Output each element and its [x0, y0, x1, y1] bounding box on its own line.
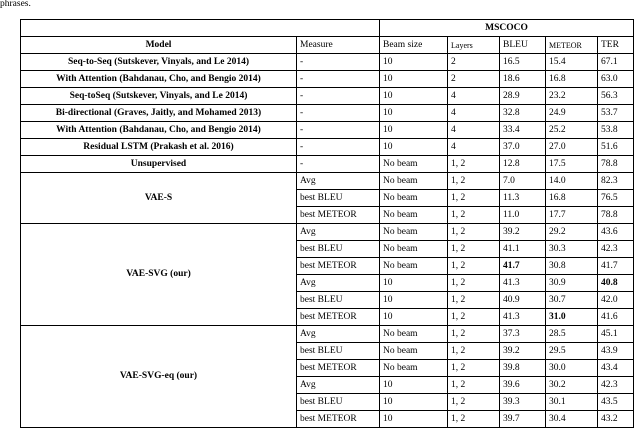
col-header-beam: Beam size [380, 37, 448, 54]
measure-cell: best BLEU [297, 343, 380, 360]
unsupervised-rows [21, 156, 634, 173]
measure-cell: best METEOR [297, 360, 380, 377]
table-row [21, 54, 634, 71]
layers-cell: 1, 2 [448, 343, 500, 360]
measure-cell: best BLEU [297, 394, 380, 411]
beam-cell: 10 [380, 139, 448, 156]
meteor-cell: 30.8 [546, 258, 598, 275]
model-cell: Residual LSTM (Prakash et al. 2016) [21, 139, 297, 156]
beam-cell: No beam [380, 241, 448, 258]
ter-cell: 53.8 [598, 122, 634, 139]
beam-cell: No beam [380, 326, 448, 343]
caption-fragment: phrases. [0, 0, 31, 9]
measure-cell: Avg [297, 377, 380, 394]
col-header-layers: Layers [448, 37, 500, 54]
vae-svg-rows [21, 224, 634, 326]
beam-cell: No beam [380, 360, 448, 377]
beam-cell: No beam [380, 343, 448, 360]
layers-cell: 1, 2 [448, 258, 500, 275]
measure-cell: best BLEU [297, 190, 380, 207]
beam-cell: No beam [380, 190, 448, 207]
measure-cell: best METEOR [297, 207, 380, 224]
bleu-cell: 41.3 [500, 275, 546, 292]
col-header-meteor: METEOR [546, 37, 598, 54]
measure-cell: best BLEU [297, 292, 380, 309]
ter-cell: 67.1 [598, 54, 634, 71]
beam-cell: 10 [380, 292, 448, 309]
beam-cell: No beam [380, 156, 448, 173]
layers-cell: 1, 2 [448, 360, 500, 377]
results-table [20, 19, 634, 428]
beam-cell: 10 [380, 394, 448, 411]
col-header-model: Model [21, 37, 297, 54]
vae-svg-eq-rows [21, 326, 634, 428]
ter-cell: 56.3 [598, 88, 634, 105]
model-cell: Seq-to-Seq (Sutskever, Vinyals, and Le 2014) [21, 54, 297, 71]
meteor-cell: 16.8 [546, 190, 598, 207]
meteor-cell: 29.5 [546, 343, 598, 360]
table-row [21, 326, 634, 343]
bleu-cell: 12.8 [500, 156, 546, 173]
meteor-cell: 30.2 [546, 377, 598, 394]
model-cell: Seq-toSeq (Sutskever, Vinyals, and Le 2014) [21, 88, 297, 105]
beam-cell: 10 [380, 275, 448, 292]
measure-cell: - [297, 105, 380, 122]
beam-cell: 10 [380, 377, 448, 394]
table-row [21, 122, 634, 139]
table-row [21, 156, 634, 173]
dataset-header: MSCOCO [380, 20, 634, 37]
meteor-cell: 30.3 [546, 241, 598, 258]
measure-cell: best METEOR [297, 258, 380, 275]
ter-cell: 42.3 [598, 241, 634, 258]
beam-cell: 10 [380, 105, 448, 122]
layers-cell: 1, 2 [448, 173, 500, 190]
table-row [21, 139, 634, 156]
bleu-cell: 33.4 [500, 122, 546, 139]
layers-cell: 1, 2 [448, 326, 500, 343]
meteor-cell: 30.7 [546, 292, 598, 309]
meteor-cell: 27.0 [546, 139, 598, 156]
ter-cell: 78.8 [598, 156, 634, 173]
layers-cell: 4 [448, 88, 500, 105]
ter-cell: 43.5 [598, 394, 634, 411]
ter-cell: 43.2 [598, 411, 634, 428]
meteor-cell: 23.2 [546, 88, 598, 105]
table-row [21, 224, 634, 241]
ter-cell: 53.7 [598, 105, 634, 122]
beam-cell: 10 [380, 411, 448, 428]
dataset-header-row [21, 20, 634, 37]
beam-cell: No beam [380, 207, 448, 224]
bleu-cell: 18.6 [500, 71, 546, 88]
ter-cell: 43.4 [598, 360, 634, 377]
group-model-cell: VAE-SVG-eq (our) [21, 326, 297, 428]
ter-cell: 43.6 [598, 224, 634, 241]
col-header-ter: TER [598, 37, 634, 54]
ter-cell: 78.8 [598, 207, 634, 224]
bleu-cell: 41.3 [500, 309, 546, 326]
bleu-cell: 39.2 [500, 224, 546, 241]
table-row [21, 88, 634, 105]
bleu-cell: 40.9 [500, 292, 546, 309]
measure-cell: best METEOR [297, 309, 380, 326]
bleu-cell: 11.0 [500, 207, 546, 224]
model-cell: Unsupervised [21, 156, 297, 173]
bleu-cell: 41.1 [500, 241, 546, 258]
bleu-cell: 7.0 [500, 173, 546, 190]
beam-cell: 10 [380, 122, 448, 139]
ter-cell: 41.7 [598, 258, 634, 275]
beam-cell: 10 [380, 54, 448, 71]
layers-cell: 1, 2 [448, 241, 500, 258]
group-model-cell: VAE-SVG (our) [21, 224, 297, 326]
measure-cell: Avg [297, 275, 380, 292]
measure-cell: - [297, 122, 380, 139]
layers-cell: 2 [448, 54, 500, 71]
ter-cell: 63.0 [598, 71, 634, 88]
layers-cell: 4 [448, 139, 500, 156]
layers-cell: 2 [448, 71, 500, 88]
measure-cell: Avg [297, 224, 380, 241]
beam-cell: 10 [380, 71, 448, 88]
meteor-cell: 31.0 [546, 309, 598, 326]
beam-cell: No beam [380, 258, 448, 275]
bleu-cell: 11.3 [500, 190, 546, 207]
measure-cell: - [297, 139, 380, 156]
meteor-cell: 30.9 [546, 275, 598, 292]
meteor-cell: 24.9 [546, 105, 598, 122]
ter-cell: 51.6 [598, 139, 634, 156]
bleu-cell: 39.8 [500, 360, 546, 377]
beam-cell: No beam [380, 224, 448, 241]
ter-cell: 45.1 [598, 326, 634, 343]
empty-corner [21, 20, 380, 37]
layers-cell: 1, 2 [448, 309, 500, 326]
layers-cell: 4 [448, 122, 500, 139]
col-header-measure: Measure [297, 37, 380, 54]
baseline-rows [21, 54, 634, 156]
measure-cell: Avg [297, 326, 380, 343]
measure-cell: - [297, 88, 380, 105]
measure-cell: best METEOR [297, 411, 380, 428]
layers-cell: 1, 2 [448, 411, 500, 428]
beam-cell: No beam [380, 173, 448, 190]
ter-cell: 82.3 [598, 173, 634, 190]
layers-cell: 1, 2 [448, 156, 500, 173]
meteor-cell: 15.4 [546, 54, 598, 71]
meteor-cell: 28.5 [546, 326, 598, 343]
meteor-cell: 30.1 [546, 394, 598, 411]
meteor-cell: 30.4 [546, 411, 598, 428]
layers-cell: 1, 2 [448, 190, 500, 207]
meteor-cell: 17.5 [546, 156, 598, 173]
layers-cell: 1, 2 [448, 224, 500, 241]
layers-cell: 1, 2 [448, 394, 500, 411]
meteor-cell: 16.8 [546, 71, 598, 88]
bleu-cell: 37.3 [500, 326, 546, 343]
beam-cell: 10 [380, 88, 448, 105]
column-header-row [21, 37, 634, 54]
beam-cell: 10 [380, 309, 448, 326]
layers-cell: 1, 2 [448, 292, 500, 309]
ter-cell: 43.9 [598, 343, 634, 360]
meteor-cell: 17.7 [546, 207, 598, 224]
meteor-cell: 30.0 [546, 360, 598, 377]
table-row [21, 173, 634, 190]
meteor-cell: 14.0 [546, 173, 598, 190]
layers-cell: 1, 2 [448, 207, 500, 224]
meteor-cell: 25.2 [546, 122, 598, 139]
ter-cell: 40.8 [598, 275, 634, 292]
bleu-cell: 39.6 [500, 377, 546, 394]
bleu-cell: 37.0 [500, 139, 546, 156]
bleu-cell: 28.9 [500, 88, 546, 105]
model-cell: With Attention (Bahdanau, Cho, and Bengio 2014) [21, 122, 297, 139]
bleu-cell: 39.2 [500, 343, 546, 360]
group-model-cell: VAE-S [21, 173, 297, 224]
measure-cell: best BLEU [297, 241, 380, 258]
layers-cell: 1, 2 [448, 377, 500, 394]
ter-cell: 41.6 [598, 309, 634, 326]
meteor-cell: 29.2 [546, 224, 598, 241]
measure-cell: Avg [297, 173, 380, 190]
measure-cell: - [297, 156, 380, 173]
layers-cell: 4 [448, 105, 500, 122]
ter-cell: 76.5 [598, 190, 634, 207]
layers-cell: 1, 2 [448, 275, 500, 292]
table-row [21, 71, 634, 88]
measure-cell: - [297, 54, 380, 71]
bleu-cell: 32.8 [500, 105, 546, 122]
model-cell: With Attention (Bahdanau, Cho, and Bengio 2014) [21, 71, 297, 88]
bleu-cell: 41.7 [500, 258, 546, 275]
measure-cell: - [297, 71, 380, 88]
bleu-cell: 39.7 [500, 411, 546, 428]
bleu-cell: 39.3 [500, 394, 546, 411]
col-header-bleu: BLEU [500, 37, 546, 54]
bleu-cell: 16.5 [500, 54, 546, 71]
model-cell: Bi-directional (Graves, Jaitly, and Mohamed 2013) [21, 105, 297, 122]
table-row [21, 105, 634, 122]
ter-cell: 42.0 [598, 292, 634, 309]
ter-cell: 42.3 [598, 377, 634, 394]
vae-s-rows [21, 173, 634, 224]
